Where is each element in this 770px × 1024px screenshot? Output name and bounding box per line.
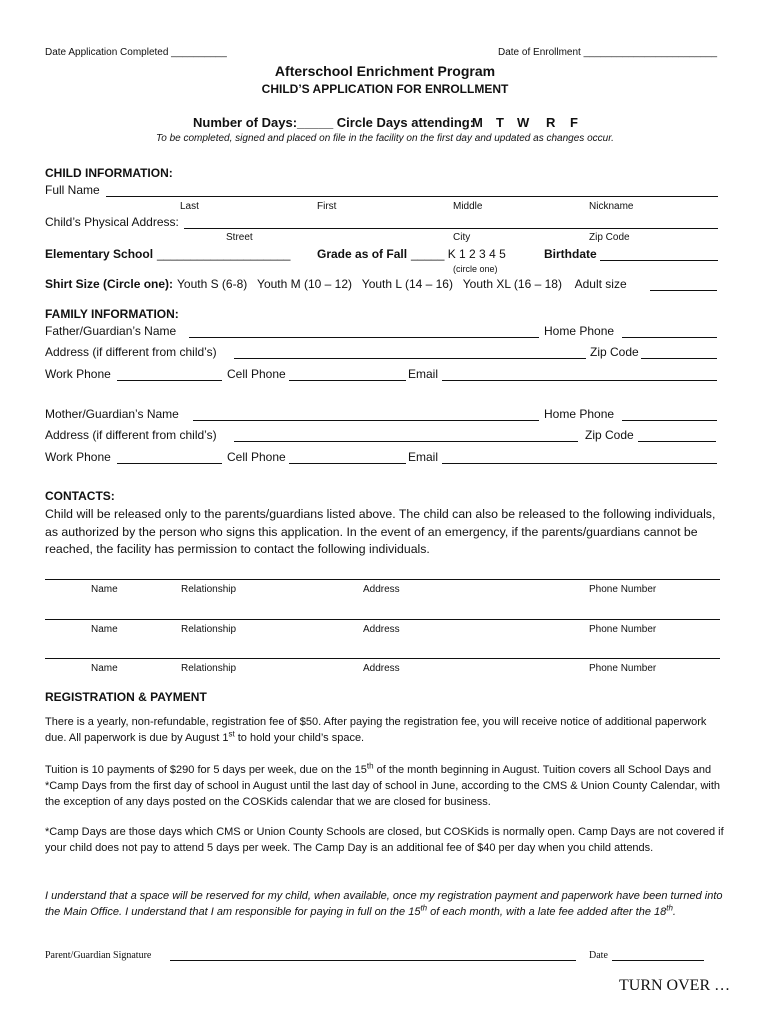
tuition-paragraph — [45, 762, 725, 810]
full-name-label: Full Name — [45, 183, 100, 197]
father-home-phone-line[interactable] — [622, 337, 717, 338]
contacts-paragraph: Child will be released only to the parents/guardians listed above. The child can also be released to the following individuals, as authorized by the person who signs this application. In the event of an emergency, if the parents/guardians cannot be reached, the facility has permission to contact the following individuals. — [45, 507, 716, 556]
date-enrollment-field: Date of Enrollment ________________________ — [498, 47, 718, 58]
shirt-size-options[interactable]: Youth S (6-8) Youth M (10 – 12) Youth L (14 – 16) Youth XL (16 – 18) Adult size — [177, 277, 627, 291]
date-line[interactable] — [612, 960, 704, 961]
father-zip-label: Zip Code — [590, 345, 639, 359]
day-r: R — [546, 115, 556, 130]
father-email-line[interactable] — [442, 380, 717, 381]
full-name-line[interactable] — [106, 196, 718, 197]
ack-sup: th — [420, 903, 428, 913]
mother-cell-phone-label: Cell Phone — [227, 450, 286, 464]
mother-name-line[interactable] — [193, 420, 539, 421]
father-name-line[interactable] — [189, 337, 539, 338]
contact-3-phone-label: Phone Number — [589, 663, 657, 674]
address-part-zip: Zip Code — [589, 232, 630, 243]
camp-days-paragraph: *Camp Days are those days which CMS or Union County Schools are closed, but COSKids is normally open. Camp Days are not covered if your child does not pay to attend 5 days per week. The Camp Day is an additional fee of $40 per day when you child attends. — [45, 826, 724, 854]
contact-1-address-label: Address — [363, 584, 400, 595]
grade-options[interactable]: _____ K 1 2 3 4 5 — [411, 247, 506, 261]
mother-home-phone-label: Home Phone — [544, 407, 615, 421]
name-part-nickname: Nickname — [589, 201, 634, 212]
ack-text-mid: of each month, with a late fee added after the 18 — [427, 906, 667, 918]
father-zip-line[interactable] — [641, 358, 717, 359]
mother-home-phone-line[interactable] — [622, 420, 717, 421]
adult-size-line[interactable] — [650, 290, 717, 291]
name-part-last: Last — [180, 201, 199, 212]
mother-work-phone-label: Work Phone — [45, 450, 111, 464]
date-label: Date — [589, 950, 608, 961]
mother-email-line[interactable] — [442, 463, 717, 464]
ack-sup-2: th — [666, 903, 673, 913]
registration-fee-text: There is a yearly, non-refundable, registration fee of $50. After paying the registration fee, you will receive notice of additional paperwork due. All paperwork is due by August 1 — [45, 716, 707, 744]
contact-2-line[interactable] — [45, 619, 720, 620]
contacts-heading: CONTACTS: — [45, 489, 115, 503]
date-completed-field: Date Application Completed __________ — [45, 47, 227, 58]
school-field[interactable]: ____________________ — [157, 247, 291, 261]
acknowledgement-paragraph — [45, 888, 725, 920]
family-info-heading: FAMILY INFORMATION: — [45, 307, 179, 321]
ack-text-end: . — [672, 906, 676, 918]
days-line: Number of Days:_____ Circle Days attending: — [193, 115, 475, 130]
instruction-note: To be completed, signed and placed on file in the facility on the first day and updated as changes occur. — [156, 133, 614, 144]
father-name-label: Father/Guardian’s Name — [45, 324, 177, 338]
father-email-label: Email — [408, 367, 439, 381]
name-part-middle: Middle — [453, 201, 483, 212]
tuition-text: Tuition is 10 payments of $290 for 5 days per week, due on the 15 — [45, 764, 367, 776]
tuition-text-end: of the month beginning in August. Tuition covers all School Days and *Camp Days from the first day of school in August until the last day of school in June, according to the CMS & Union County Calendar, with the exception of any days posted on the COSKids calendar that we are closed for business. — [45, 764, 721, 808]
name-part-first: First — [317, 201, 337, 212]
mother-name-label: Mother/Guardian’s Name — [45, 407, 179, 421]
father-home-phone-label: Home Phone — [544, 324, 615, 338]
mother-work-phone-line[interactable] — [117, 463, 222, 464]
registration-fee-paragraph — [45, 714, 725, 746]
day-m: M — [472, 115, 483, 130]
tuition-sup: th — [366, 761, 374, 771]
birthdate-line[interactable] — [600, 260, 718, 261]
contact-2-name-label: Name — [91, 624, 118, 635]
contact-1-phone-label: Phone Number — [589, 584, 657, 595]
mother-zip-line[interactable] — [638, 441, 716, 442]
mother-address-line[interactable] — [234, 441, 578, 442]
father-address-label: Address (if different from child’s) — [45, 345, 217, 359]
registration-fee-sup: st — [228, 729, 235, 739]
registration-heading: REGISTRATION & PAYMENT — [45, 690, 207, 704]
contact-1-line[interactable] — [45, 579, 720, 580]
school-label: Elementary School — [45, 247, 154, 261]
physical-address-line[interactable] — [184, 228, 718, 229]
document-subtitle: CHILD’S APPLICATION FOR ENROLLMENT — [261, 82, 509, 96]
birthdate-label: Birthdate — [544, 247, 597, 261]
father-work-phone-label: Work Phone — [45, 367, 111, 381]
circle-one-note: (circle one) — [453, 264, 498, 274]
father-cell-phone-label: Cell Phone — [227, 367, 286, 381]
registration-fee-text-end: to hold your child’s space. — [234, 732, 365, 744]
contact-2-address-label: Address — [363, 624, 400, 635]
father-address-line[interactable] — [234, 358, 586, 359]
contact-1-name-label: Name — [91, 584, 118, 595]
contact-3-address-label: Address — [363, 663, 400, 674]
turn-over-text: TURN OVER … — [619, 977, 731, 994]
address-part-city: City — [453, 232, 471, 243]
mother-address-label: Address (if different from child’s) — [45, 428, 217, 442]
grade-label: Grade as of Fall — [317, 247, 408, 261]
mother-zip-label: Zip Code — [585, 428, 634, 442]
child-info-heading: CHILD INFORMATION: — [45, 166, 173, 180]
day-t: T — [496, 115, 504, 130]
ack-text: I understand that a space will be reserved for my child, when available, once my registration payment and paperwork have been turned into the Main Office. I understand that I am responsible for paying in full on the 15 — [45, 890, 723, 918]
contact-2-phone-label: Phone Number — [589, 624, 657, 635]
contact-3-relationship-label: Relationship — [181, 663, 237, 674]
contact-1-relationship-label: Relationship — [181, 584, 237, 595]
day-w: W — [517, 115, 530, 130]
contact-3-line[interactable] — [45, 658, 720, 659]
contact-2-relationship-label: Relationship — [181, 624, 237, 635]
address-part-street: Street — [226, 232, 253, 243]
father-cell-phone-line[interactable] — [289, 380, 406, 381]
father-work-phone-line[interactable] — [117, 380, 222, 381]
physical-address-label: Child’s Physical Address: — [45, 215, 179, 229]
signature-label: Parent/Guardian Signature — [45, 950, 152, 961]
document-title: Afterschool Enrichment Program — [274, 63, 496, 79]
mother-email-label: Email — [408, 450, 439, 464]
mother-cell-phone-line[interactable] — [289, 463, 406, 464]
signature-line[interactable] — [170, 960, 576, 961]
contact-3-name-label: Name — [91, 663, 118, 674]
shirt-size-label: Shirt Size (Circle one): — [45, 277, 174, 291]
day-f: F — [570, 115, 578, 130]
